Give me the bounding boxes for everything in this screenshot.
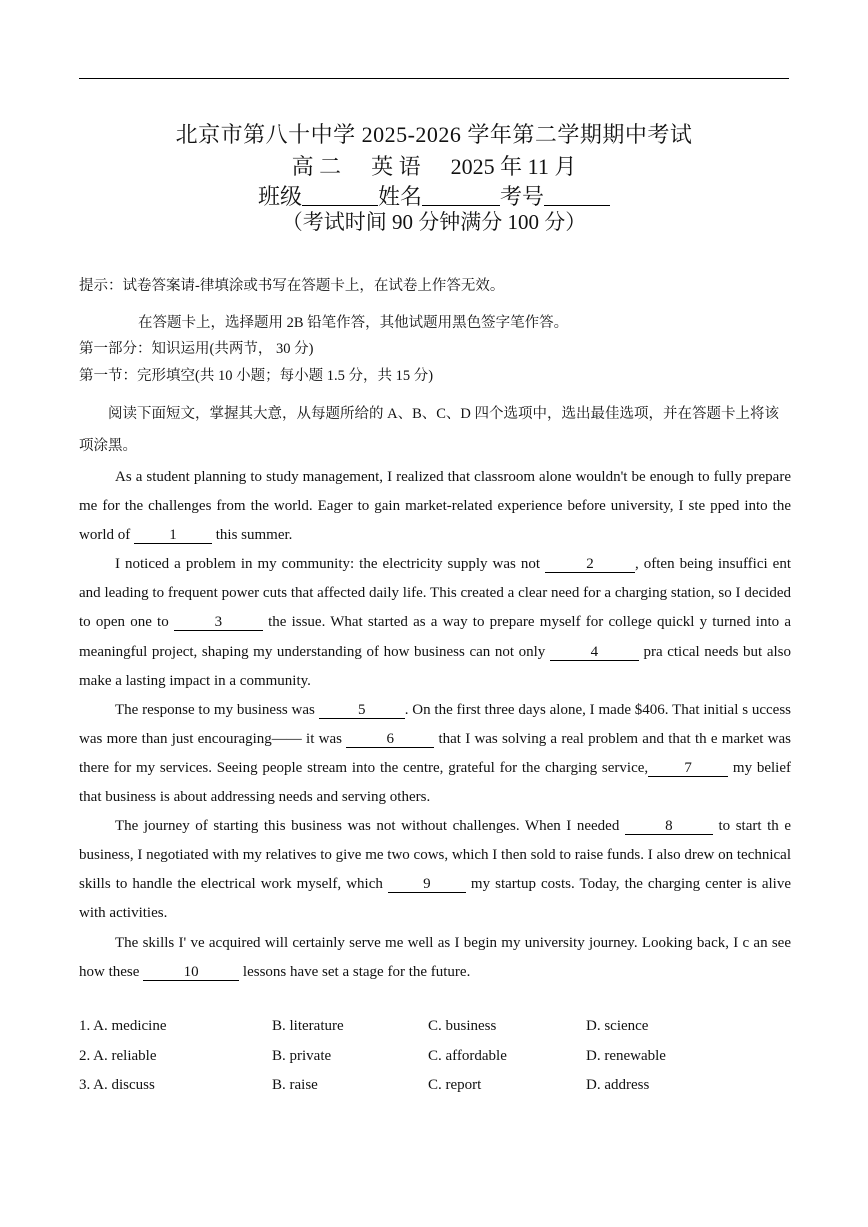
text: The journey of starting this business was not without challenges. When I needed [115,818,625,835]
number-label: 考号 [500,184,545,209]
exam-time-note: （考试时间 90 分钟满分 100 分） [281,210,587,234]
question-row [79,1048,791,1078]
text: lessons have set a stage for the future. [239,963,471,980]
part-heading: 第一部分：知识运用(共两节， 30 分) [79,341,314,357]
option-a[interactable]: 1. A. medicine [79,1018,167,1034]
blank-6[interactable]: 6 [346,731,434,748]
blank-7[interactable]: 7 [648,760,728,777]
blank-4[interactable]: 4 [550,644,639,661]
option-d[interactable]: D. science [586,1018,649,1034]
option-d[interactable]: D. address [586,1077,650,1093]
top-rule [79,78,789,79]
text: that I was solving a real problem and that th e market was there for my services. Seeing people stream into the centre, grateful for the charging service, [79,730,792,776]
text: The skills I' ve acquired will certainly serve me well as I begin my university journey. Looking back, I c an see how these [79,934,791,980]
text: pra ctical needs but also make a lasting impact in a community. [79,643,791,689]
blank-2[interactable]: 2 [545,556,635,573]
paragraph-1 [79,463,791,550]
exam-title: 北京市第八十中学 2025-2026 学年第二学期期中考试 [175,122,693,147]
class-field[interactable] [302,185,378,206]
blank-1[interactable]: 1 [134,527,212,544]
class-label: 班级 [257,184,302,209]
text: The response to my business was [115,701,319,718]
option-b[interactable]: B. raise [272,1077,318,1093]
option-b[interactable]: B. literature [272,1018,344,1034]
text: to start th e business, I negotiated with my relatives to give me two cows, which I then sold to raise funds. I also drew on technical skills to handle the electrical work myself, which [79,818,791,893]
blank-10[interactable]: 10 [143,964,239,981]
blank-9[interactable]: 9 [388,876,466,893]
option-b[interactable]: B. private [272,1047,332,1064]
text: . On the first three days alone, I made $406. That initial s uccess was more than just encouraging—— it was [79,701,791,747]
paragraph-2 [79,550,791,695]
answer-options [79,1018,791,1107]
text: , often being insuffici ent and leading to frequent power cuts that affected daily life. This created a clear need for a charging station, so I decided to open one to [79,556,791,631]
blank-8[interactable]: 8 [625,818,713,835]
option-a[interactable]: 3. A. discuss [79,1077,155,1093]
exam-subtitle [79,150,789,181]
paragraph-4 [79,812,791,928]
exam-date: 2025 年 11 月 [450,154,577,179]
text: my belief that business is about addressing needs and serving others. [79,759,791,806]
text: the issue. What started as a way to prepare myself for college quickl y turned into a meaningful project, shaping my understanding of how business can not only [79,614,791,660]
text: my startup costs. Today, the charging center is alive with activities. [79,876,792,922]
option-c[interactable]: C. business [428,1018,497,1034]
option-d[interactable]: D. renewable [586,1047,666,1064]
blank-3[interactable]: 3 [174,614,263,631]
paragraph-3 [79,696,791,812]
option-c[interactable]: C. affordable [428,1047,507,1064]
instructions: 阅读下面短文，掌握其大意，从每题所给的 A、B、C、D 四个选项中，选出最佳选项，并在答题卡上将该项涂黑。 [79,406,780,454]
paragraph-5 [79,929,791,987]
question-row [79,1018,791,1048]
option-a[interactable]: 2. A. reliable [79,1047,157,1064]
tip-line-2: 在答题卡上，选择题用 2B 铅笔作答，其他试题用黑色签字笔作答。 [138,315,569,331]
blank-5[interactable]: 5 [319,702,405,719]
cloze-passage [79,463,791,987]
option-c[interactable]: C. report [428,1077,482,1093]
number-field[interactable] [544,185,610,206]
section-heading: 第一节：完形填空(共 10 小题；每小题 1.5 分，共 15 分) [79,368,434,384]
grade-label: 高 二 [291,154,342,179]
question-row [79,1077,791,1107]
name-field[interactable] [422,185,500,206]
tip-line-1: 提示：试卷答案请-律填涂或书写在答题卡上，在试卷上作答无效。 [79,278,505,294]
text: this summer. [212,527,293,544]
text: I noticed a problem in my community: the electricity supply was not [115,556,546,573]
text: As a student planning to study management, I realized that classroom alone wouldn't be enough to fully prepare me for the challenges from the world. Eager to gain market-related experience before university, I ste pped into the world of [79,469,791,544]
subject-label: 英 语 [371,154,421,179]
name-label: 姓名 [377,184,422,209]
